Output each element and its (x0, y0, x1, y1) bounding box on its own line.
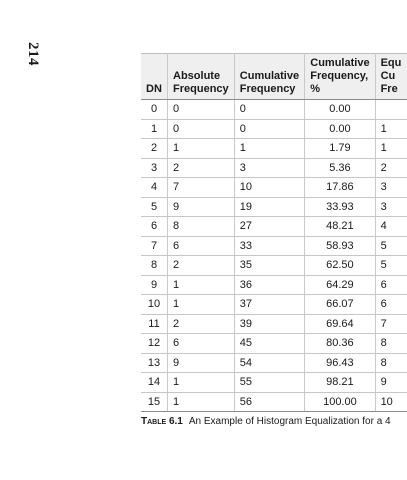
cell-equalized: 3 (375, 197, 407, 217)
cell-equalized: 3 (375, 178, 407, 198)
cell-equalized: 6 (375, 295, 407, 315)
cell-absolute-frequency: 1 (168, 392, 235, 412)
cell-dn: 8 (141, 256, 168, 276)
cell-cumulative-frequency: 35 (234, 256, 304, 276)
cell-equalized: 2 (375, 158, 407, 178)
cell-absolute-frequency: 9 (168, 353, 235, 373)
cell-cumulative-frequency: 39 (234, 314, 304, 334)
cell-cumulative-percent: 17.86 (305, 178, 375, 198)
cell-equalized: 10 (375, 392, 407, 412)
cell-dn: 12 (141, 334, 168, 354)
cell-cumulative-frequency: 56 (234, 392, 304, 412)
table-row (141, 236, 407, 256)
cell-dn: 14 (141, 373, 168, 393)
cell-absolute-frequency: 2 (168, 158, 235, 178)
cell-equalized: 6 (375, 275, 407, 295)
table-row (141, 158, 407, 178)
table-row (141, 373, 407, 393)
cell-cumulative-percent: 0.00 (305, 119, 375, 139)
cell-cumulative-frequency: 10 (234, 178, 304, 198)
cell-absolute-frequency: 0 (168, 100, 235, 120)
cell-dn: 11 (141, 314, 168, 334)
cell-cumulative-percent: 33.93 (305, 197, 375, 217)
cell-cumulative-frequency: 0 (234, 119, 304, 139)
cell-cumulative-frequency: 54 (234, 353, 304, 373)
table-row (141, 217, 407, 237)
cell-absolute-frequency: 9 (168, 197, 235, 217)
cell-equalized: 1 (375, 119, 407, 139)
cell-dn: 5 (141, 197, 168, 217)
header-dn: DN (141, 54, 168, 100)
cell-cumulative-percent: 80.36 (305, 334, 375, 354)
cell-absolute-frequency: 2 (168, 314, 235, 334)
table-row (141, 100, 407, 120)
cell-cumulative-percent: 58.93 (305, 236, 375, 256)
cell-dn: 10 (141, 295, 168, 315)
cell-equalized: 8 (375, 334, 407, 354)
cell-cumulative-frequency: 45 (234, 334, 304, 354)
table-row (141, 334, 407, 354)
cell-dn: 6 (141, 217, 168, 237)
cell-cumulative-frequency: 1 (234, 139, 304, 159)
caption-text: An Example of Histogram Equalization for a 4 (188, 416, 391, 427)
cell-absolute-frequency: 0 (168, 119, 235, 139)
caption-label: Table 6.1 (141, 416, 183, 427)
cell-dn: 1 (141, 119, 168, 139)
table-row (141, 275, 407, 295)
cell-cumulative-frequency: 33 (234, 236, 304, 256)
cell-cumulative-percent: 100.00 (305, 392, 375, 412)
histogram-equalization-table (141, 53, 407, 412)
header-equalized-cumulative-frequency: Equ Cu Fre (375, 54, 407, 100)
cell-cumulative-frequency: 37 (234, 295, 304, 315)
cell-cumulative-frequency: 36 (234, 275, 304, 295)
cell-equalized (375, 100, 407, 120)
cell-absolute-frequency: 2 (168, 256, 235, 276)
cell-cumulative-frequency: 55 (234, 373, 304, 393)
cell-equalized: 5 (375, 256, 407, 276)
cell-absolute-frequency: 6 (168, 236, 235, 256)
cell-dn: 7 (141, 236, 168, 256)
table-row (141, 392, 407, 412)
cell-cumulative-percent: 1.79 (305, 139, 375, 159)
cell-dn: 9 (141, 275, 168, 295)
cell-equalized: 9 (375, 373, 407, 393)
cell-dn: 13 (141, 353, 168, 373)
table-header-row (141, 54, 407, 100)
cell-absolute-frequency: 1 (168, 275, 235, 295)
cell-cumulative-percent: 48.21 (305, 217, 375, 237)
table-body (141, 100, 407, 412)
cell-cumulative-percent: 69.64 (305, 314, 375, 334)
table-caption (141, 416, 391, 427)
cell-dn: 0 (141, 100, 168, 120)
header-cumulative-frequency-percent: Cumulative Frequency, % (305, 54, 375, 100)
table-row (141, 139, 407, 159)
cell-absolute-frequency: 1 (168, 139, 235, 159)
table-row (141, 197, 407, 217)
cell-dn: 3 (141, 158, 168, 178)
cell-equalized: 8 (375, 353, 407, 373)
cell-cumulative-frequency: 19 (234, 197, 304, 217)
table-row (141, 119, 407, 139)
cell-equalized: 4 (375, 217, 407, 237)
cell-dn: 2 (141, 139, 168, 159)
header-absolute-frequency: Absolute Frequency (168, 54, 235, 100)
cell-equalized: 7 (375, 314, 407, 334)
cell-equalized: 5 (375, 236, 407, 256)
cell-cumulative-percent: 0.00 (305, 100, 375, 120)
cell-cumulative-percent: 98.21 (305, 373, 375, 393)
header-cumulative-frequency: Cumulative Frequency (234, 54, 304, 100)
cell-cumulative-percent: 62.50 (305, 256, 375, 276)
cell-cumulative-percent: 5.36 (305, 158, 375, 178)
cell-equalized: 1 (375, 139, 407, 159)
cell-cumulative-frequency: 0 (234, 100, 304, 120)
cell-absolute-frequency: 8 (168, 217, 235, 237)
cell-cumulative-percent: 96.43 (305, 353, 375, 373)
cell-cumulative-frequency: 27 (234, 217, 304, 237)
cell-absolute-frequency: 1 (168, 295, 235, 315)
table-row (141, 353, 407, 373)
cell-absolute-frequency: 1 (168, 373, 235, 393)
table-row (141, 295, 407, 315)
cell-absolute-frequency: 6 (168, 334, 235, 354)
page-number: 214 (25, 42, 41, 66)
cell-absolute-frequency: 7 (168, 178, 235, 198)
cell-dn: 4 (141, 178, 168, 198)
cell-cumulative-percent: 64.29 (305, 275, 375, 295)
cell-cumulative-percent: 66.07 (305, 295, 375, 315)
table-row (141, 178, 407, 198)
table-row (141, 314, 407, 334)
cell-cumulative-frequency: 3 (234, 158, 304, 178)
histogram-table-container (141, 53, 407, 412)
table-row (141, 256, 407, 276)
cell-dn: 15 (141, 392, 168, 412)
